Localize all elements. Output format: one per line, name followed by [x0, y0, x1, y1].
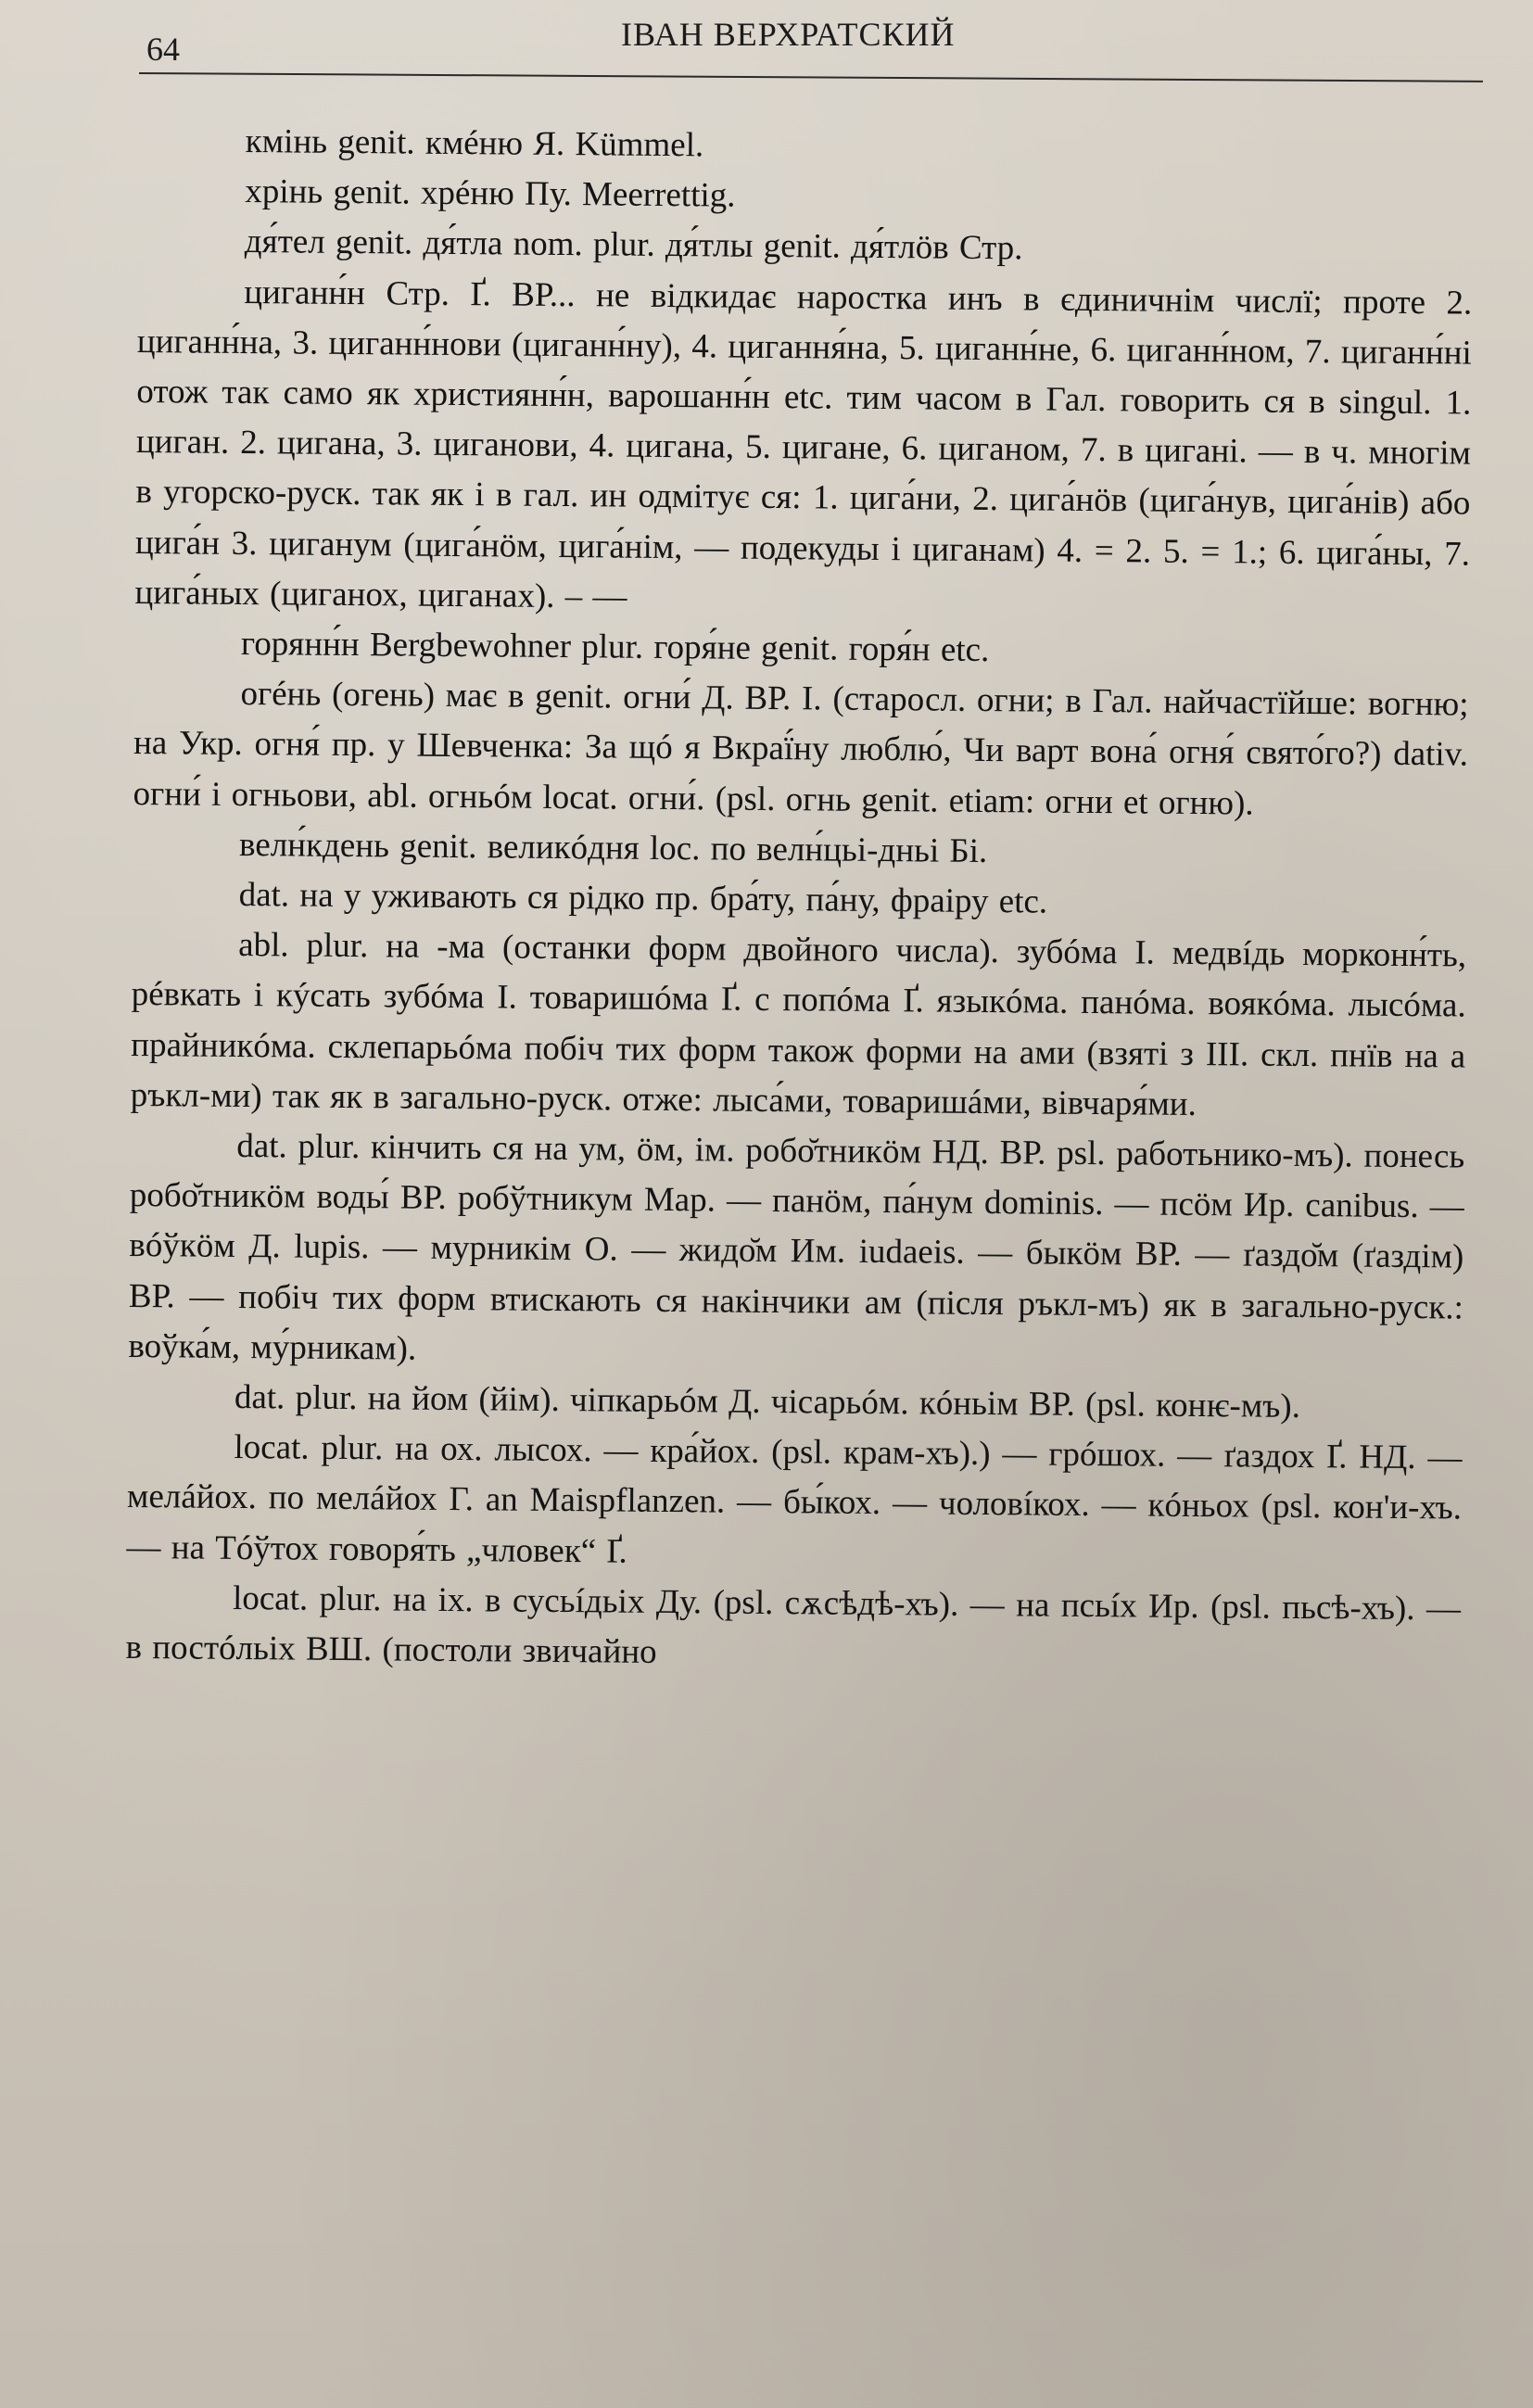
paragraph-khrin: хрінь genit. хрéню Пу. Meerrettig. [245, 172, 736, 215]
paragraph-abl-plur-ma: abl. plur. на -ма (останки форм двойного числа). зубóма І. медвíдь морконн́ть, рéвкать і кýсать зубóма І. товаришóма Ґ. с попóма Ґ. языкóма. панóма. воякóма. лысóма. прайникóма. склепарьóма побіч тих форм також форми на ами (взяті з ІІІ. скл. пнїв на а ръкл-ми) так як в загально-руск. отже: лыса́ми, товаришáми, вівчаря́ми. [130, 926, 1467, 1123]
running-head [139, 13, 1483, 69]
header-rule [139, 72, 1483, 82]
page-header-title: ІВАН ВЕРХРАТСКИЙ [621, 16, 956, 53]
paragraph-locat-plur-ikh: locat. plur. на іх. в сусьíдьіх Ду. (psl. сѫсѣдѣ-хъ). — на псьíх Ир. (psl. пьсѣ-хъ). — в постóльіх ВШ. (постоли звичайно [125, 1578, 1462, 1672]
paragraph-ohen: огéнь (огень) має в genit. огни́ Д. ВР. І. (старосл. огни; в Гал. найчастїйше: вогню; на Укр. огня́ пр. у Шевченка: За щó я Вкраї́ну люблю́, Чи варт вона́ огня́ свято́го?) dativ. огни́ і огньови, abl. огньóм locat. огни́. (psl. огнь genit. etiam: огни et огню). [133, 675, 1469, 823]
paragraph-locat-plur-okh: locat. plur. на ох. лысох. — кра́йох. (psl. крам-хъ).) — грóшох. — ґаздох Ґ. НД. — мелáйох. по мелáйох Г. an Maispflanzen. — бы́кох. — чоловíкох. — кóньох (psl. кон'и-хъ. — на Тóўтох говоря́ть „чловек“ Ґ. [126, 1428, 1463, 1571]
page-number: 64 [146, 31, 180, 68]
paragraph-kmin: кмінь genit. кмéню Я. Kümmel. [245, 122, 704, 165]
paragraph-tsyhanyn: циганн́н Стр. Ґ. ВР... не відкидає наростка инъ в єдиничнім числї; проте 2. циганн́на, 3. циганн́нови (циганн́ну), 4. цигання́на, 5. циганн́не, 6. циганн́ном, 7. циганн́ні отож так само як християнн́н, варошанн́н etc. тим часом в Гал. говорить ся в singul. 1. циган. 2. цигана, 3. циганови, 4. цигана, 5. цигане, 6. циганом, 7. в цигані. — в ч. многім в угорско-руск. так як і в гал. ин одмітує ся: 1. цига́ни, 2. цига́нöв (цига́нув, цига́нів) або цига́н 3. циганум (цига́нöм, цига́нім, — подекуды і циганам) 4. = 2. 5. = 1.; 6. цига́ны, 7. цига́ных (циганох, циганах). – — [134, 272, 1473, 616]
paragraph-velykden: велн́кдень genit. великóдня loc. по велн́цьі-дньі Бі. [238, 825, 988, 870]
paragraph-dyatel: дя́тел genit. дя́тла nom. plur. дя́тлы genit. дя́тлöв Стр. [244, 222, 1023, 268]
text-body [125, 116, 1474, 1685]
paragraph-dat-u: dat. на у уживають ся рідко пр. бра́ту, па́ну, фраіру etc. [238, 876, 1048, 921]
paragraph-dat-plur-yom: dat. plur. на йом (йім). чіпкарьóм Д. чісарьóм. кóньім ВР. (psl. конѥ-мъ). [234, 1378, 1301, 1426]
paragraph-horyanyn: горянн́н Bergbewohner plur. горя́не genit. горя́н etc. [240, 625, 990, 670]
paragraph-dat-plur-um: dat. plur. кінчить ся на ум, öм, ім. робо̆тникöм НД. ВР. psl. работьнико-мъ). понесь робо̆тникöм воды́ ВР. робўтникум Мар. — панöм, па́нум dominis. — псöм Ир. canibus. — вóўкöм Д. lupis. — мурникім О. — жидо̆м Им. iudaeis. — быкöм ВР. — ґаздо̆м (ґаздім) ВР. — побіч тих форм втискають ся накінчики ам (після ръкл-мъ) як в загально-руск.: воўка́м, му́рникам). [128, 1127, 1465, 1368]
